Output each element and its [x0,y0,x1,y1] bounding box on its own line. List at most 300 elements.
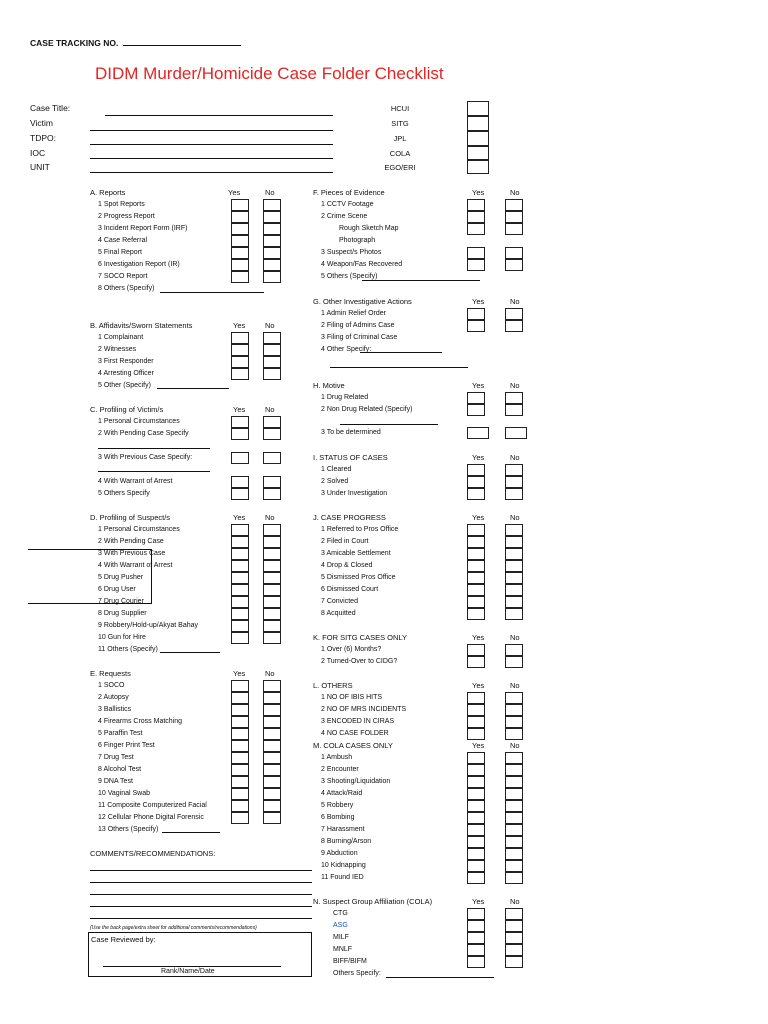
no-checkbox[interactable] [263,812,281,824]
victim-field[interactable] [90,130,333,131]
yes-checkbox[interactable] [467,404,485,416]
no-checkbox[interactable] [505,788,523,800]
yes-checkbox[interactable] [231,223,249,235]
no-checkbox[interactable] [505,404,523,416]
section-l-no-header: No [510,681,520,690]
no-checkbox[interactable] [263,788,281,800]
yes-checkbox[interactable] [467,427,489,439]
no-checkbox[interactable] [505,716,523,728]
yes-checkbox[interactable] [231,356,249,368]
yes-checkbox[interactable] [467,308,485,320]
yes-checkbox[interactable] [467,223,485,235]
list-item: 3 Shooting/Liquidation [321,778,391,785]
section-c-yes-header: Yes [233,405,246,414]
list-item: 2 Autopsy [98,694,129,701]
yes-checkbox[interactable] [467,716,485,728]
list-item: 9 Robbery/Hold-up/Akyat Bahay [98,622,198,629]
yes-checkbox[interactable] [231,572,249,584]
section-m-title: M. COLA CASES ONLY [313,741,393,750]
yes-checkbox[interactable] [467,476,485,488]
no-checkbox[interactable] [505,776,523,788]
list-item: 4 With Warrant of Arrest [98,478,173,485]
yes-checkbox[interactable] [231,247,249,259]
section-a-title: A. Reports [90,188,126,197]
actions-other-line[interactable] [360,352,442,353]
list-item: 7 Harassment [321,826,365,833]
no-checkbox[interactable] [263,548,281,560]
yes-checkbox[interactable] [231,488,249,500]
section-g-title: G. Other Investigative Actions [313,297,412,306]
case-tracking-field[interactable] [123,37,241,46]
yes-checkbox[interactable] [467,908,485,920]
yes-checkbox[interactable] [467,644,485,656]
no-checkbox[interactable] [505,247,523,259]
no-checkbox[interactable] [263,271,281,283]
no-checkbox[interactable] [505,908,523,920]
no-checkbox[interactable] [505,320,523,332]
no-checkbox[interactable] [263,356,281,368]
no-checkbox[interactable] [263,344,281,356]
no-checkbox[interactable] [263,416,281,428]
yes-checkbox[interactable] [467,572,485,584]
cola-others-line[interactable] [386,977,494,978]
yes-checkbox[interactable] [467,956,485,968]
section-j-yes-header: Yes [472,513,485,522]
yes-checkbox[interactable] [467,584,485,596]
list-item: 1 SOCO [98,682,125,689]
list-item: 3 With Previous Case Specify: [98,454,193,461]
yes-checkbox[interactable] [467,536,485,548]
section-k-title: K. FOR SITG CASES ONLY [313,633,408,642]
section-a-yes-header: Yes [228,188,241,197]
no-checkbox[interactable] [263,476,281,488]
yes-checkbox[interactable] [231,764,249,776]
list-item: 5 Robbery [321,802,354,809]
yes-checkbox[interactable] [231,632,249,644]
no-checkbox[interactable] [505,308,523,320]
list-item: 5 Other (Specify) [98,382,151,389]
no-checkbox[interactable] [263,692,281,704]
no-checkbox[interactable] [263,247,281,259]
requests-others-line[interactable] [162,832,220,833]
list-item: 12 Cellular Phone Digital Forensic [98,814,204,821]
list-item: 2 NO OF MRS INCIDENTS [321,706,407,713]
list-item: 1 Over (6) Months? [321,646,382,653]
yes-checkbox[interactable] [231,271,249,283]
no-checkbox[interactable] [505,644,523,656]
list-item: 4 Attack/Raid [321,790,363,797]
list-item: 3 Incident Report Form (IRF) [98,225,188,232]
no-checkbox[interactable] [505,824,523,836]
section-a-no-header: No [265,188,275,197]
hcui-checkbox[interactable] [467,101,489,116]
yes-checkbox[interactable] [467,560,485,572]
no-checkbox[interactable] [263,488,281,500]
list-item: MILF [333,934,349,941]
evidence-others-line[interactable] [362,280,480,281]
no-checkbox[interactable] [505,956,523,968]
list-item: 3 Filing of Criminal Case [321,334,398,341]
yes-checkbox[interactable] [231,428,249,440]
list-item: 1 Admin Relief Order [321,310,386,317]
yes-checkbox[interactable] [467,596,485,608]
no-checkbox[interactable] [263,752,281,764]
list-item: 8 Burning/Arson [321,838,372,845]
list-item: 7 SOCO Report [98,273,148,280]
bracket-bottom-line [28,603,152,604]
ioc-field[interactable] [90,158,333,159]
no-checkbox[interactable] [505,920,523,932]
yes-checkbox[interactable] [467,788,485,800]
yes-checkbox[interactable] [467,752,485,764]
yes-checkbox[interactable] [231,752,249,764]
no-checkbox[interactable] [263,776,281,788]
list-item: 5 Drug Pusher [98,574,144,581]
list-item: 2 Non Drug Related (Specify) [321,406,413,413]
yes-checkbox[interactable] [467,800,485,812]
section-b-no-header: No [265,321,275,330]
back-page-note: (Use the back page/extra sheet for additional comments/recommendations) [90,925,257,931]
section-n-no-header: No [510,897,520,906]
list-item: 10 Vaginal Swab [98,790,151,797]
victim-pending-line[interactable] [98,448,210,449]
list-item: 3 First Responder [98,358,154,365]
list-item: ASG [333,922,348,929]
no-checkbox[interactable] [505,848,523,860]
section-l-yes-header: Yes [472,681,485,690]
ioc-label: IOC [30,148,46,158]
yes-checkbox[interactable] [467,211,485,223]
no-checkbox[interactable] [263,332,281,344]
list-item: 2 Filed in Court [321,538,369,545]
no-checkbox[interactable] [263,259,281,271]
yes-checkbox[interactable] [231,680,249,692]
yes-checkbox[interactable] [467,728,485,740]
list-item: 11 Others (Specify) [98,646,158,653]
no-checkbox[interactable] [263,608,281,620]
yes-checkbox[interactable] [467,656,485,668]
no-checkbox[interactable] [505,211,523,223]
yes-checkbox[interactable] [467,776,485,788]
no-checkbox[interactable] [505,596,523,608]
list-item: 5 Paraffin Test [98,730,143,737]
cola-label: COLA [389,149,411,158]
yes-checkbox[interactable] [467,608,485,620]
yes-checkbox[interactable] [231,452,249,464]
list-item: 11 Found IED [321,874,364,881]
no-checkbox[interactable] [505,812,523,824]
comments-line-4[interactable] [90,906,312,907]
yes-checkbox[interactable] [467,848,485,860]
no-checkbox[interactable] [505,944,523,956]
yes-checkbox[interactable] [231,416,249,428]
no-checkbox[interactable] [505,476,523,488]
yes-checkbox[interactable] [467,524,485,536]
no-checkbox[interactable] [263,199,281,211]
list-item: 6 Bombing [321,814,355,821]
no-checkbox[interactable] [263,740,281,752]
section-i-yes-header: Yes [472,453,485,462]
no-checkbox[interactable] [263,572,281,584]
yes-checkbox[interactable] [467,812,485,824]
list-item: 5 Others (Specify) [321,273,378,280]
section-g-yes-header: Yes [472,297,485,306]
no-checkbox[interactable] [505,560,523,572]
yes-checkbox[interactable] [231,620,249,632]
list-item: 2 Turned-Over to CIDG? [321,658,398,665]
yes-checkbox[interactable] [467,824,485,836]
section-e-title: E. Requests [90,669,131,678]
no-checkbox[interactable] [263,368,281,380]
review-label: Case Reviewed by: [91,935,156,944]
list-item: 2 Filing of Admins Case [321,322,395,329]
section-b-title: B. Affidavits/Sworn Statements [90,321,193,330]
no-checkbox[interactable] [263,632,281,644]
no-checkbox[interactable] [505,656,523,668]
ego-eri-label: EGO/ERI [384,163,416,172]
no-checkbox[interactable] [505,800,523,812]
yes-checkbox[interactable] [467,259,485,271]
yes-checkbox[interactable] [467,199,485,211]
section-j-no-header: No [510,513,520,522]
no-checkbox[interactable] [263,800,281,812]
comments-label: COMMENTS/RECOMMENDATIONS: [90,849,216,858]
list-item: 1 Ambush [321,754,353,761]
yes-checkbox[interactable] [467,320,485,332]
yes-checkbox[interactable] [467,944,485,956]
yes-checkbox[interactable] [231,704,249,716]
yes-checkbox[interactable] [231,476,249,488]
reports-others-line[interactable] [160,292,264,293]
no-checkbox[interactable] [263,536,281,548]
no-checkbox[interactable] [505,704,523,716]
no-checkbox[interactable] [505,692,523,704]
jpl-checkbox[interactable] [467,131,489,146]
no-checkbox[interactable] [505,524,523,536]
yes-checkbox[interactable] [231,716,249,728]
section-b-yes-header: Yes [233,321,246,330]
section-m-yes-header: Yes [472,741,485,750]
yes-checkbox[interactable] [467,860,485,872]
yes-checkbox[interactable] [231,211,249,223]
comments-line-5[interactable] [90,918,312,919]
section-m-no-header: No [510,741,520,750]
no-checkbox[interactable] [505,836,523,848]
section-d-title: D. Profiling of Suspect/s [90,513,171,522]
no-checkbox[interactable] [263,211,281,223]
list-item: 7 Convicted [321,598,358,605]
section-e-yes-header: Yes [233,669,246,678]
no-checkbox[interactable] [263,223,281,235]
list-item: 2 Witnesses [98,346,137,353]
list-item: 6 Drug User [98,586,136,593]
list-item: 1 Personal Circumstances [98,418,180,425]
yes-checkbox[interactable] [231,728,249,740]
list-item: CTG [333,910,348,917]
yes-checkbox[interactable] [467,764,485,776]
no-checkbox[interactable] [263,428,281,440]
unit-label: UNIT [30,162,50,172]
yes-checkbox[interactable] [467,464,485,476]
list-item: MNLF [333,946,353,953]
section-n-title: N. Suspect Group Affiliation (COLA) [313,897,433,906]
no-checkbox[interactable] [505,199,523,211]
no-checkbox[interactable] [263,680,281,692]
list-item: 1 Spot Reports [98,201,145,208]
section-h-yes-header: Yes [472,381,485,390]
no-checkbox[interactable] [263,764,281,776]
cola-checkbox[interactable] [467,146,489,160]
case-tracking-label [30,37,241,48]
no-checkbox[interactable] [505,548,523,560]
no-checkbox[interactable] [263,584,281,596]
list-item: 4 Case Referral [98,237,148,244]
list-item: BIFF/BIFM [333,958,367,965]
yes-checkbox[interactable] [231,259,249,271]
comments-line-2[interactable] [90,882,312,883]
list-item: 8 Others (Specify) [98,285,155,292]
list-item: 5 Dismissed Pros Office [321,574,396,581]
unit-field[interactable] [90,172,333,173]
yes-checkbox[interactable] [467,488,485,500]
yes-checkbox[interactable] [231,235,249,247]
list-item: 4 Drop & Closed [321,562,373,569]
list-item: 8 Acquitted [321,610,356,617]
no-checkbox[interactable] [505,259,523,271]
list-item: 1 CCTV Footage [321,201,374,208]
yes-checkbox[interactable] [231,812,249,824]
no-checkbox[interactable] [263,704,281,716]
list-item: Rough Sketch Map [339,225,399,232]
list-item: 2 Crime Scene [321,213,368,220]
no-checkbox[interactable] [263,560,281,572]
list-item: 4 Other Specify: [321,346,372,353]
section-k-yes-header: Yes [472,633,485,642]
no-checkbox[interactable] [263,620,281,632]
no-checkbox[interactable] [505,392,523,404]
no-checkbox[interactable] [505,464,523,476]
list-item: 5 Others Specify [98,490,150,497]
tdpo-field[interactable] [90,144,333,145]
comments-line-1[interactable] [90,870,312,871]
no-checkbox[interactable] [505,728,523,740]
yes-checkbox[interactable] [467,704,485,716]
yes-checkbox[interactable] [231,608,249,620]
no-checkbox[interactable] [505,223,523,235]
section-f-yes-header: Yes [472,188,485,197]
list-item: 2 With Pending Case Specify [98,430,189,437]
yes-checkbox[interactable] [231,692,249,704]
yes-checkbox[interactable] [467,548,485,560]
comments-line-3[interactable] [90,894,312,895]
no-checkbox[interactable] [263,524,281,536]
bracket-top-line [28,549,152,550]
no-checkbox[interactable] [505,932,523,944]
no-checkbox[interactable] [505,536,523,548]
yes-checkbox[interactable] [231,596,249,608]
case-title-field[interactable] [105,115,333,116]
case-title-label: Case Title: [30,103,71,113]
list-item: 1 Drug Related [321,394,369,401]
list-item: 2 Progress Report [98,213,155,220]
list-item: 1 NO OF IBIS HITS [321,694,383,701]
yes-checkbox[interactable] [231,800,249,812]
yes-checkbox[interactable] [231,776,249,788]
section-n-yes-header: Yes [472,897,485,906]
yes-checkbox[interactable] [231,332,249,344]
list-item: 3 ENCODED IN CIRAS [321,718,395,725]
no-checkbox[interactable] [263,596,281,608]
no-checkbox[interactable] [505,427,527,439]
sitg-checkbox[interactable] [467,116,489,131]
victim-previous-line[interactable] [98,471,210,472]
motive-nondrug-line[interactable] [340,424,438,425]
list-item: Photograph [339,237,376,244]
ego-eri-checkbox[interactable] [467,160,489,174]
section-d-yes-header: Yes [233,513,246,522]
list-item: 8 Drug Supplier [98,610,147,617]
yes-checkbox[interactable] [467,247,485,259]
list-item: 8 Alcohol Test [98,766,142,773]
no-checkbox[interactable] [505,572,523,584]
yes-checkbox[interactable] [231,344,249,356]
yes-checkbox[interactable] [231,199,249,211]
list-item: 1 Complainant [98,334,144,341]
yes-checkbox[interactable] [467,932,485,944]
affidavit-others-line[interactable] [157,388,229,389]
yes-checkbox[interactable] [231,788,249,800]
no-checkbox[interactable] [263,235,281,247]
yes-checkbox[interactable] [231,584,249,596]
yes-checkbox[interactable] [231,560,249,572]
yes-checkbox[interactable] [467,872,485,884]
list-item: 2 Solved [321,478,349,485]
yes-checkbox[interactable] [467,920,485,932]
no-checkbox[interactable] [505,584,523,596]
yes-checkbox[interactable] [467,392,485,404]
section-l-title: L. OTHERS [313,681,353,690]
no-checkbox[interactable] [505,752,523,764]
list-item: 3 Amicable Settlement [321,550,391,557]
review-signature-line[interactable] [103,966,281,967]
yes-checkbox[interactable] [231,524,249,536]
yes-checkbox[interactable] [231,368,249,380]
list-item: 7 Drug Courier [98,598,144,605]
no-checkbox[interactable] [263,716,281,728]
section-i-no-header: No [510,453,520,462]
no-checkbox[interactable] [263,728,281,740]
yes-checkbox[interactable] [231,548,249,560]
review-box [88,932,312,977]
rank-name-date-label: Rank/Name/Date [161,968,215,975]
no-checkbox[interactable] [505,764,523,776]
suspect-others-line[interactable] [160,652,220,653]
no-checkbox[interactable] [505,860,523,872]
sitg-label: SITG [391,119,409,128]
yes-checkbox[interactable] [467,692,485,704]
list-item: 10 Kidnapping [321,862,366,869]
yes-checkbox[interactable] [231,740,249,752]
yes-checkbox[interactable] [231,536,249,548]
bracket-vertical-line [151,549,152,603]
no-checkbox[interactable] [505,608,523,620]
no-checkbox[interactable] [263,452,281,464]
actions-other-line-2[interactable] [330,367,468,368]
list-item: 4 Weapon/Fas Recovered [321,261,403,268]
no-checkbox[interactable] [505,872,523,884]
yes-checkbox[interactable] [467,836,485,848]
no-checkbox[interactable] [505,488,523,500]
